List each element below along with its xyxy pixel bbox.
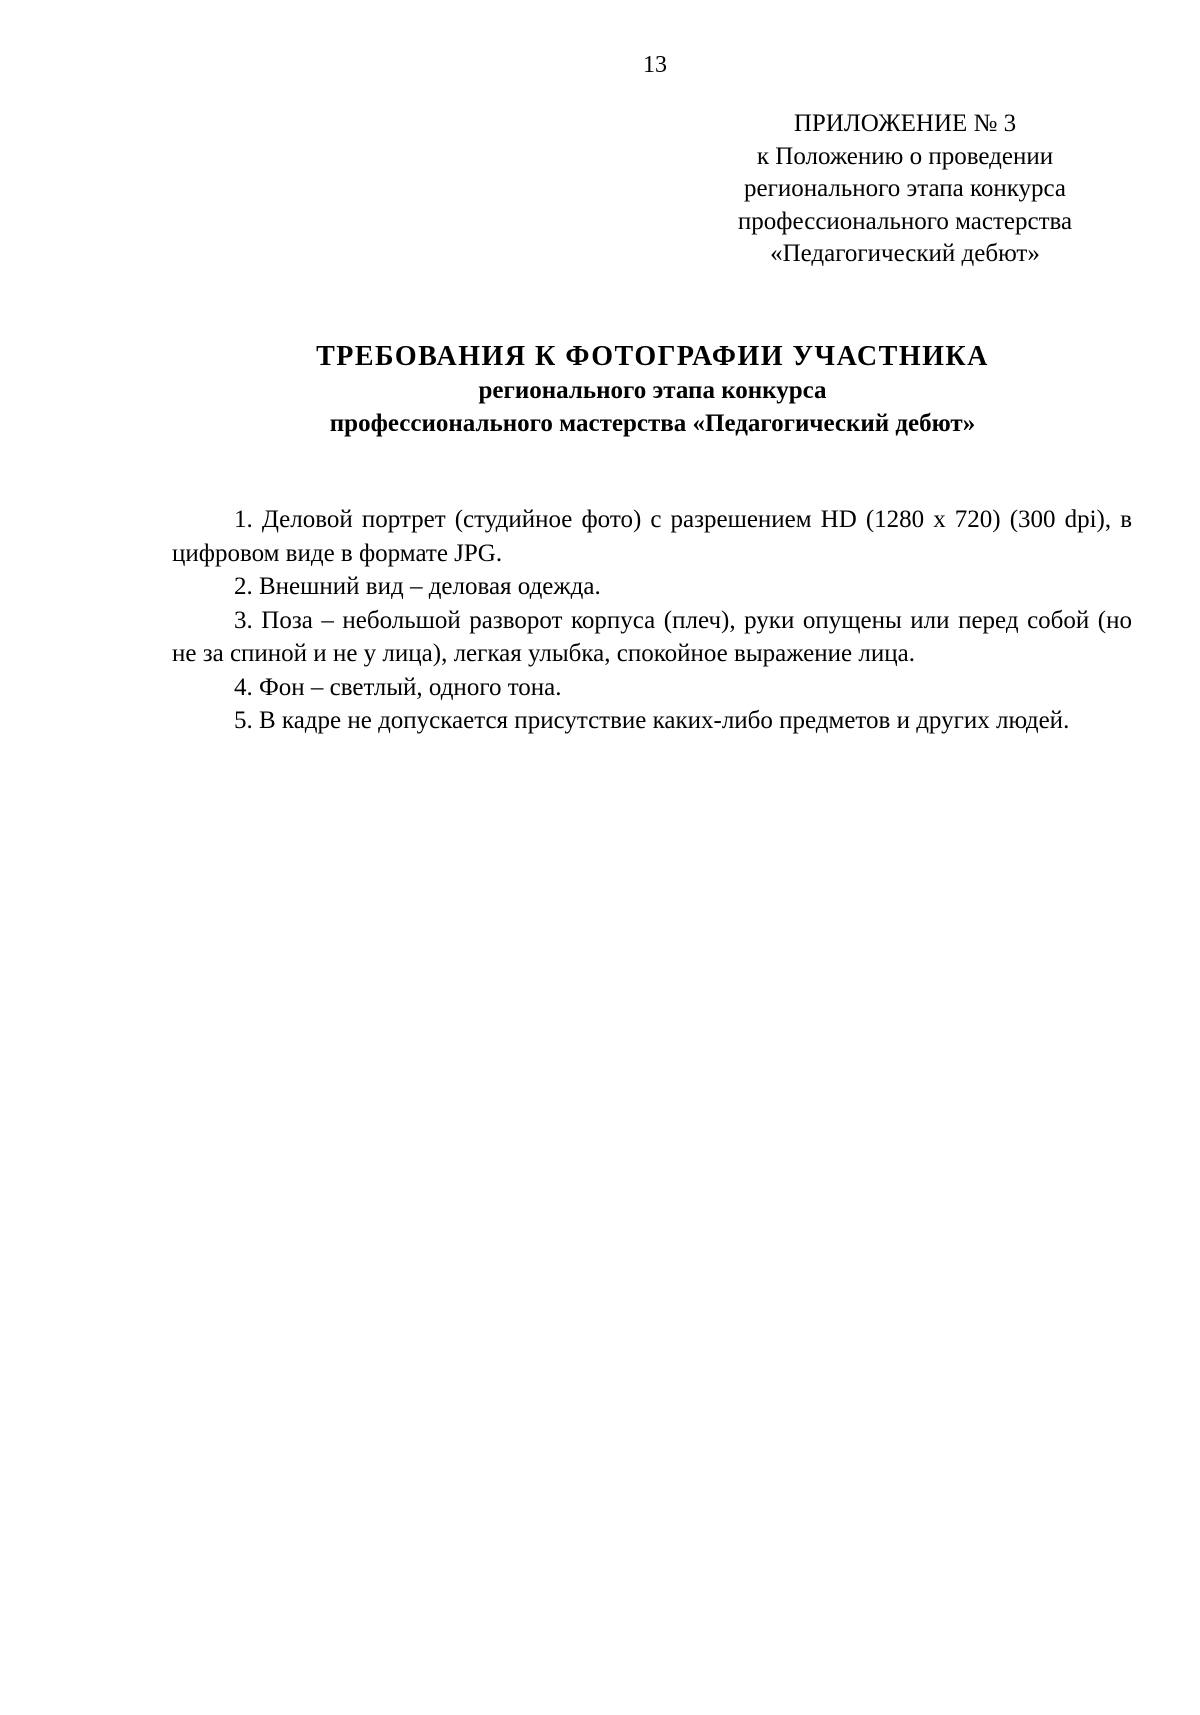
title-subtitle: регионального этапа конкурса [478,377,827,404]
title-main: ТРЕБОВАНИЯ К ФОТОГРАФИИ УЧАСТНИКА [316,341,989,372]
requirement-item: 4. Фон – светлый, одного тона. [234,673,562,701]
title-subtitle: профессионального мастерства «Педагогический дебют» [329,410,976,437]
appendix-line: к Положению о проведении [756,142,1054,170]
requirement-item: 1. Деловой портрет (студийное фото) с разрешением HD (1280 х 720) (300 dpi), в цифровом виде в формате JPG. [172,506,1132,567]
requirement-item: 3. Поза – небольшой разворот корпуса (плеч), руки опущены или перед собой (но не за спиной и не у лица), легкая улыбка, спокойное выражение лица. [172,606,1132,667]
requirements-list [172,503,1132,738]
requirement-item: 5. В кадре не допускается присутствие каких-либо предметов и других людей. [234,707,1070,734]
appendix-line: регионального этапа конкурса [743,175,1067,202]
requirement-item: 2. Внешний вид – деловая одежда. [234,573,601,600]
page-number: 13 [643,52,667,78]
appendix-line: «Педагогический дебют» [770,240,1040,267]
document-title [170,340,1135,440]
appendix-title: ПРИЛОЖЕНИЕ № 3 [793,110,1017,137]
appendix-header [645,108,1165,271]
appendix-line: профессионального мастерства [737,207,1073,235]
